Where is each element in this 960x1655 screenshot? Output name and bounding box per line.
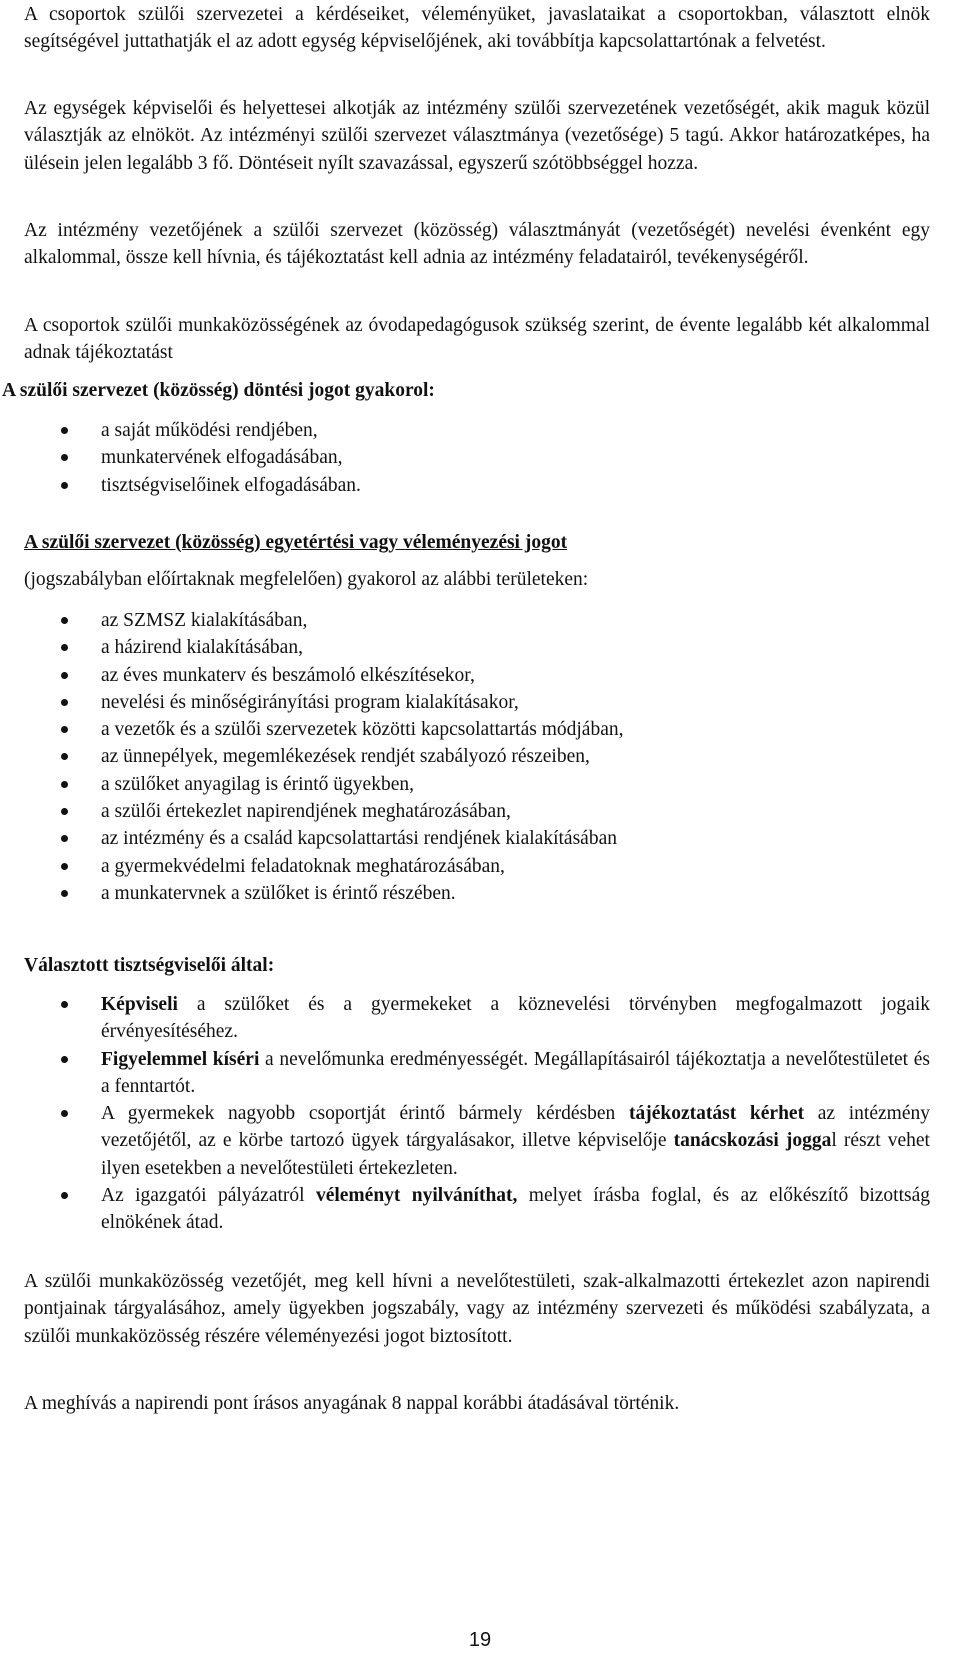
list-item: a szülői értekezlet napirendjének meghatározásában,	[24, 798, 930, 825]
list-item: az éves munkaterv és beszámoló elkészítésekor,	[24, 662, 930, 689]
list-item: Figyelemmel kíséri a nevelőmunka eredményességét. Megállapításairól tájékoztatja a nevelőtestületet és a fenntartót.	[24, 1046, 930, 1101]
list-item: az SZMSZ kialakításában,	[24, 607, 930, 634]
paragraph-information: A csoportok szülői munkaközösségének az óvodapedagógusok szükség szerint, de évente legalább két alkalommal adnak tájékoztatást	[24, 315, 930, 364]
paragraph-invitation-timing: A meghívás a napirendi pont írásos anyagának 8 nappal korábbi átadásával történik.	[24, 1393, 680, 1414]
bold-term: tanácskozási jogga	[673, 1130, 832, 1152]
bold-term: véleményt nyilváníthat,	[315, 1185, 518, 1207]
paragraph-invitation-rules: A szülői munkaközösség vezetőjét, meg kell hívni a nevelőtestületi, szak-alkalmazotti értekezlet azon napirendi pontjainak tárgyalásához, amely ügyekben jogszabály, vagy az intézmény szervezeti és működési szabályzata, a szülői munkaközösség részére véleményezési jogot biztosított.	[24, 1271, 930, 1347]
consent-rights-list	[24, 607, 930, 907]
paragraph-leadership: Az egységek képviselői és helyettesei alkotják az intézmény szülői szervezetének vezetőségét, akik maguk közül választják az elnököt. Az intézményi szülői szervezet választmánya (vezetősége) 5 tagú. Akkor határozatképes, ha ülésein jelen legalább 3 fő. Döntéseit nyílt szavazással, egyszerű szótöbbséggel hozza.	[24, 98, 930, 174]
decision-rights-list	[24, 417, 930, 499]
list-item: tisztségviselőinek elfogadásában.	[24, 472, 930, 499]
list-item: az ünnepélyek, megemlékezések rendjét szabályozó részeiben,	[24, 743, 930, 770]
consent-rights-intro: (jogszabályban előírtaknak megfelelően) gyakorol az alábbi területeken:	[24, 569, 589, 590]
officials-list	[24, 991, 930, 1237]
list-item: a vezetők és a szülői szervezetek közötti kapcsolattartás módjában,	[24, 716, 930, 743]
bold-term: Figyelemmel kíséri	[101, 1048, 260, 1070]
paragraph-annual-meeting: Az intézmény vezetőjének a szülői szervezet (közösség) választmányát (vezetőségét) nevelési évenként egy alkalommal, össze kell hívnia, és tájékoztatást kell adnia az intézmény feladatairól, tevékenységéről.	[24, 220, 930, 269]
list-item: a munkatervnek a szülőket is érintő részében.	[24, 880, 930, 907]
list-item: a házirend kialakításában,	[24, 634, 930, 661]
list-item: a gyermekvédelmi feladatoknak meghatározásában,	[24, 853, 930, 880]
bold-term: tájékoztatást kérhet	[629, 1103, 805, 1125]
heading-consent-rights: A szülői szervezet (közösség) egyetértési vagy véleményezési jogot	[24, 532, 568, 553]
list-item: Képviseli a szülőket és a gyermekeket a köznevelési törvényben megfogalmazott jogaik érvényesítéséhez.	[24, 991, 930, 1046]
list-item: A gyermekek nagyobb csoportját érintő bármely kérdésben tájékoztatást kérhet az intézmény vezetőjétől, az e körbe tartozó ügyek tárgyalásakor, illetve képviselője tanácskozási joggal részt vehet ilyen esetekben a nevelőtestületi értekezleten.	[24, 1100, 930, 1182]
page-number: 19	[468, 1629, 492, 1651]
heading-decision-rights: A szülői szervezet (közösség) döntési jogot gyakorol:	[2, 380, 435, 401]
list-item: Az igazgatói pályázatról véleményt nyilváníthat, melyet írásba foglal, és az előkészítő bizottság elnökének átad.	[24, 1182, 930, 1237]
paragraph-parent-groups: A csoportok szülői szervezetei a kérdéseiket, véleményüket, javaslataikat a csoportokban, választott elnök segítségével juttathatják el az adott egység képviselőjének, aki továbbítja kapcsolattartónak a felvetést.	[24, 4, 930, 53]
bold-term: Képviseli	[101, 994, 178, 1015]
heading-officials: Választott tisztségviselői által:	[24, 955, 275, 976]
list-item: nevelési és minőségirányítási program kialakításakor,	[24, 689, 930, 716]
list-item: az intézmény és a család kapcsolattartási rendjének kialakításában	[24, 825, 930, 852]
list-item: munkatervének elfogadásában,	[24, 444, 930, 471]
list-item: a szülőket anyagilag is érintő ügyekben,	[24, 771, 930, 798]
list-item: a saját működési rendjében,	[24, 417, 930, 444]
